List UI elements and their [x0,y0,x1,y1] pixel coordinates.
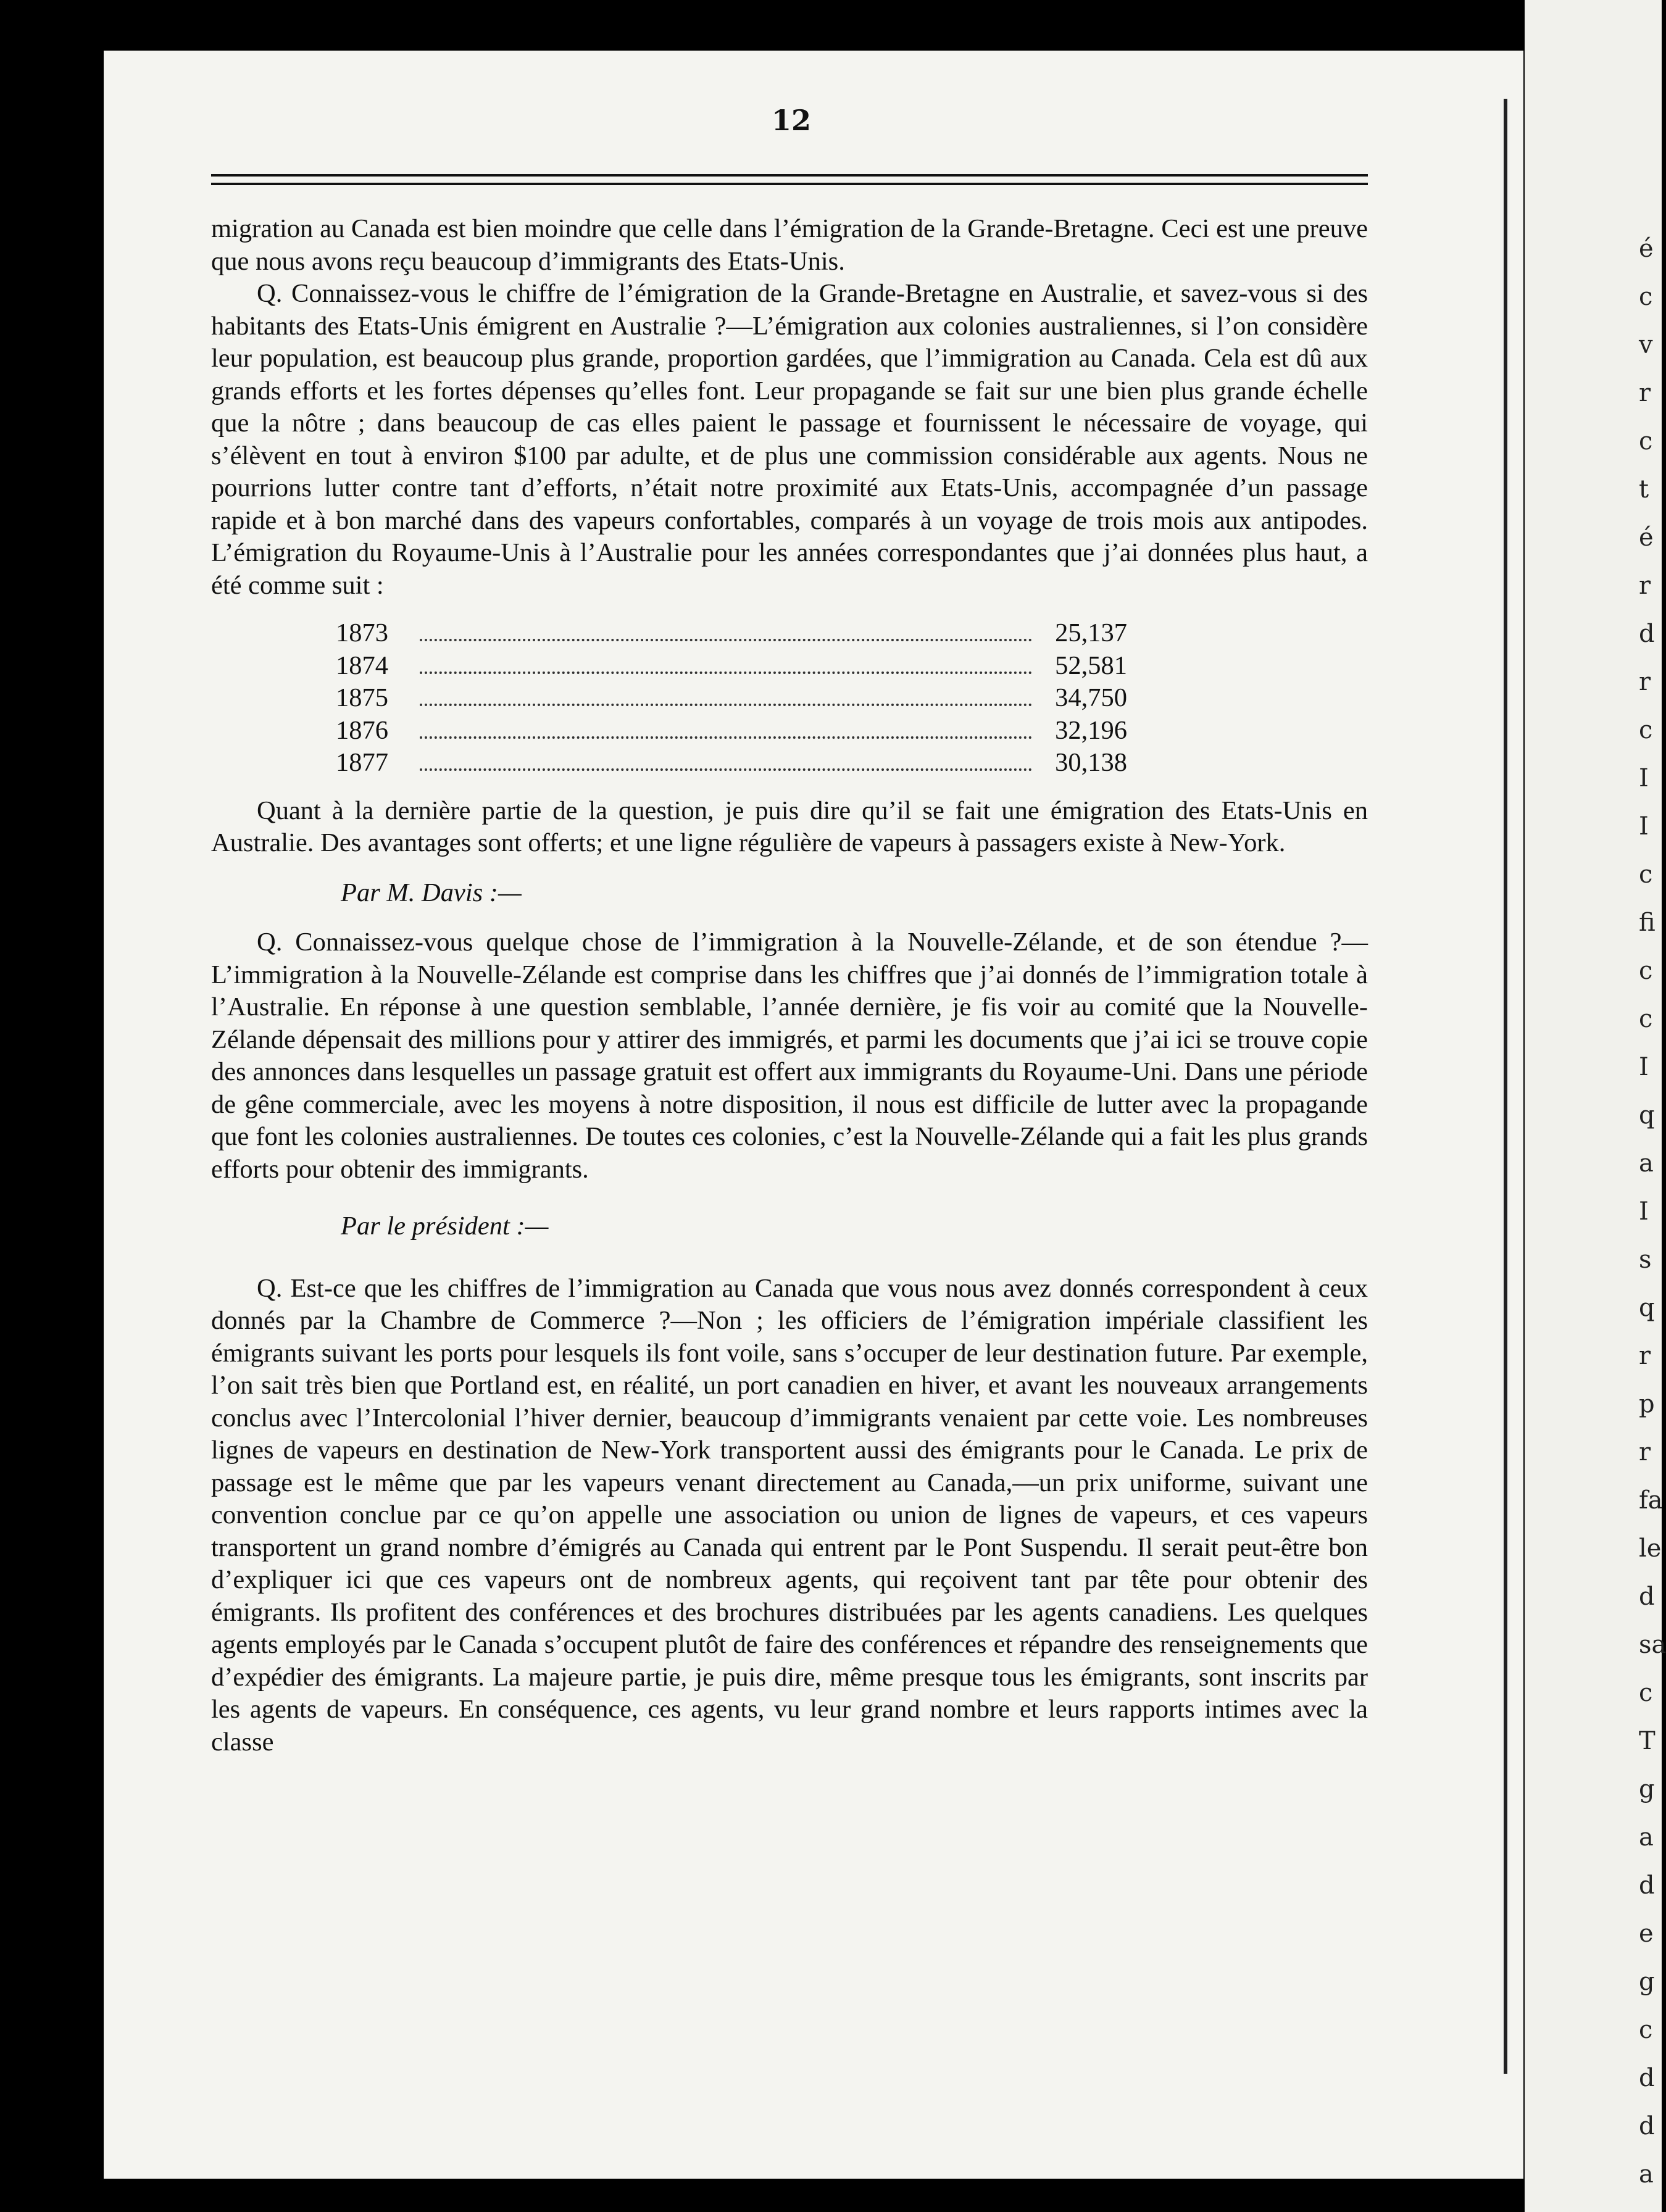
adjacent-page-fragment: é [1639,523,1654,552]
table-row [336,715,1127,747]
speaker-heading-davis: Par M. Davis :— [341,878,522,907]
adjacent-page-fragment: d [1639,1871,1655,1900]
emigration-table [336,617,1127,780]
adjacent-page-fragment: T [1639,1727,1656,1755]
adjacent-page-fragment: a [1639,1823,1654,1852]
adjacent-page-fragment: a [1639,2160,1654,2189]
table-value: 32,196 [1055,715,1127,745]
adjacent-page-fragment: r [1639,1342,1651,1370]
paragraph-question-chamber-commerce: Q. Est-ce que les chiffres de l’immigration au Canada que vous nous avez donnés correspondent à ceux donnés par la Chambre de Commerce ?—Non ; les officiers de l’émigration impériale classifient les émigrants suivant les ports pour lesquels ils font voile, sans s’occuper de leur destination future. Par exemple, l’on sait très bien que Portland est, en réalité, un port canadien en hiver, et avant les nouveaux arrangements conclus avec l’Intercolonial l’hiver dernier, beaucoup d’immigrants venaient par cette voie. Les nombreuses lignes de vapeurs en destination de New-York transportent aussi des émigrants pour le Canada. Le prix de passage est le même que par les vapeurs venant directement au Canada,—un prix uniforme, suivant une convention conclue par ce qu’on appelle une association ou union de lignes de vapeurs, et ces vapeurs transportent un grand nombre d’émigrés au Canada qui entrent par le Pont Suspendu. Il serait peut-être bon d’expliquer ici que ces vapeurs ont de nombreux agents, qui reçoivent tant par tête pour obtenir des émigrants. Ils profitent des conférences et des brochures distribuées par les agents canadiens. Les quelques agents employés par le Canada s’occupent plutôt de faire des conférences et répandre des renseignements que d’expédier des émigrants. La majeure partie, je puis dire, même presque tous les émigrants, sont inscrits par les agents de vapeurs. En conséquence, ces agents, vu leur grand nombre et leurs rapports intimes avec la classe [211,1273,1368,1757]
table-row [336,747,1127,780]
adjacent-page-fragment: d [1639,2064,1655,2092]
page-binding-edge [1504,99,1507,2074]
paragraph-question-australia: Q. Connaissez-vous le chiffre de l’émigration de la Grande-Bretagne en Australie, et savez-vous si des habitants des Etats-Unis émigrent en Australie ?—L’émigration aux colonies australiennes, si l’on considère leur population, est beaucoup plus grande, proportion gardées, que l’immigration au Canada. Cela est dû aux grands efforts et les fortes dépenses qu’elles font. Leur propagande se fait sur une bien plus grande échelle que la nôtre ; dans beaucoup de cas elles paient le passage et fournissent le nécessaire de voyage, qui s’élèvent en tout à environ $100 par adulte, et de plus une commission considérable aux agents. Nous ne pourrions lutter contre tant d’efforts, n’était notre proximité aux Etats-Unis, accompagnée d’un passage rapide et à bon marché dans des vapeurs confortables, comparés à un voyage de trois mois aux antipodes. L’émigration du Royaume-Unis à l’Australie pour les années correspondantes que j’ai données plus haut, a été comme suit : [211,279,1368,600]
adjacent-page-fragment: le [1639,1534,1662,1563]
leader-dots [420,768,1032,771]
adjacent-page-fragment: I [1639,1053,1649,1081]
adjacent-page-fragment: g [1639,1968,1655,1996]
adjacent-page-fragment: s [1639,1245,1652,1274]
adjacent-page-fragment: v [1639,331,1653,359]
adjacent-page-fragment: t [1639,475,1649,504]
adjacent-page-fragment: c [1639,1005,1653,1033]
adjacent-page-fragment: c [1639,716,1653,744]
table-value: 25,137 [1055,618,1127,647]
table-year: 1877 [336,748,388,777]
adjacent-page-fragment: I [1639,1197,1649,1226]
paragraph-continuation: migration au Canada est bien moindre que celle dans l’émigration de la Grande-Bretagne. Ceci est une preuve que nous avons reçu beaucoup d’immigrants des Etats-Unis. [211,214,1368,276]
adjacent-page-fragment: c [1639,427,1653,455]
table-row [336,650,1127,683]
adjacent-page-fragment: fa [1639,1486,1663,1515]
table-value: 34,750 [1055,683,1127,712]
table-year: 1873 [336,618,388,647]
header-rule-bottom [211,183,1368,185]
leader-dots [420,736,1032,739]
adjacent-page-fragment: d [1639,2112,1655,2140]
adjacent-page-fragment: r [1639,668,1651,696]
adjacent-page-fragment: fi [1639,908,1656,937]
header-rule-top [211,174,1368,177]
table-value: 52,581 [1055,651,1127,680]
adjacent-page-fragment: c [1639,957,1653,985]
adjacent-page-fragment: c [1639,283,1653,311]
paragraph-answer-usa: Quant à la dernière partie de la question, je puis dire qu’il se fait une émigration des Etats-Unis en Australie. Des avantages sont offerts; et une ligne régulière de vapeurs à passagers existe à New-York. [211,796,1368,857]
paragraph-question-new-zealand: Q. Connaissez-vous quelque chose de l’immigration à la Nouvelle-Zélande, et de son étendue ?—L’immigration à la Nouvelle-Zélande est comprise dans les chiffres que j’ai donnés de l’immigration totale à l’Australie. En réponse à une question semblable, l’année dernière, je fis voir au comité que la Nouvelle-Zélande dépensait des millions pour y attirer des immigrés, et parmi les documents que j’ai ici se trouve copie des annonces dans lesquelles un passage gratuit est offert aux immigrants du Royaume-Uni. Dans une période de gêne commerciale, avec les moyens à notre disposition, il nous est difficile de lutter avec la propagande que font les colonies australiennes. De toutes ces colonies, c’est la Nouvelle-Zélande qui a fait les plus grands efforts pour obtenir des immigrants. [211,928,1368,1184]
adjacent-page-fragment: p [1639,1390,1655,1418]
adjacent-page-fragment: I [1639,812,1649,841]
adjacent-page-fragment: q [1639,1101,1655,1129]
leader-dots [420,704,1032,706]
adjacent-page-fragment: q [1639,1294,1655,1322]
adjacent-page-fragment: I [1639,764,1649,792]
table-year: 1874 [336,651,388,680]
adjacent-page-fragment: r [1639,1438,1651,1466]
table-year: 1875 [336,683,388,712]
adjacent-page-fragment: c [1639,2016,1653,2044]
adjacent-page-fragment: c [1639,860,1653,889]
adjacent-page-fragment: r [1639,572,1651,600]
adjacent-page-fragment: sa [1639,1631,1666,1659]
adjacent-page-fragment: d [1639,620,1655,648]
adjacent-page-fragment: d [1639,1582,1655,1611]
adjacent-page-fragment: é [1639,235,1654,263]
table-row [336,682,1127,715]
leader-dots [420,672,1032,674]
table-value: 30,138 [1055,748,1127,777]
adjacent-page-fragment: a [1639,1149,1654,1178]
table-year: 1876 [336,715,388,745]
leader-dots [420,639,1032,641]
adjacent-page-fragment: r [1639,379,1651,407]
adjacent-page-fragment: g [1639,1775,1655,1803]
page-number: 12 [772,104,812,137]
speaker-heading-president: Par le président :— [341,1212,549,1241]
table-row [336,617,1127,650]
page-body [211,213,1368,1758]
adjacent-page-fragment: e [1639,1919,1654,1948]
adjacent-page-fragment: c [1639,1679,1653,1707]
